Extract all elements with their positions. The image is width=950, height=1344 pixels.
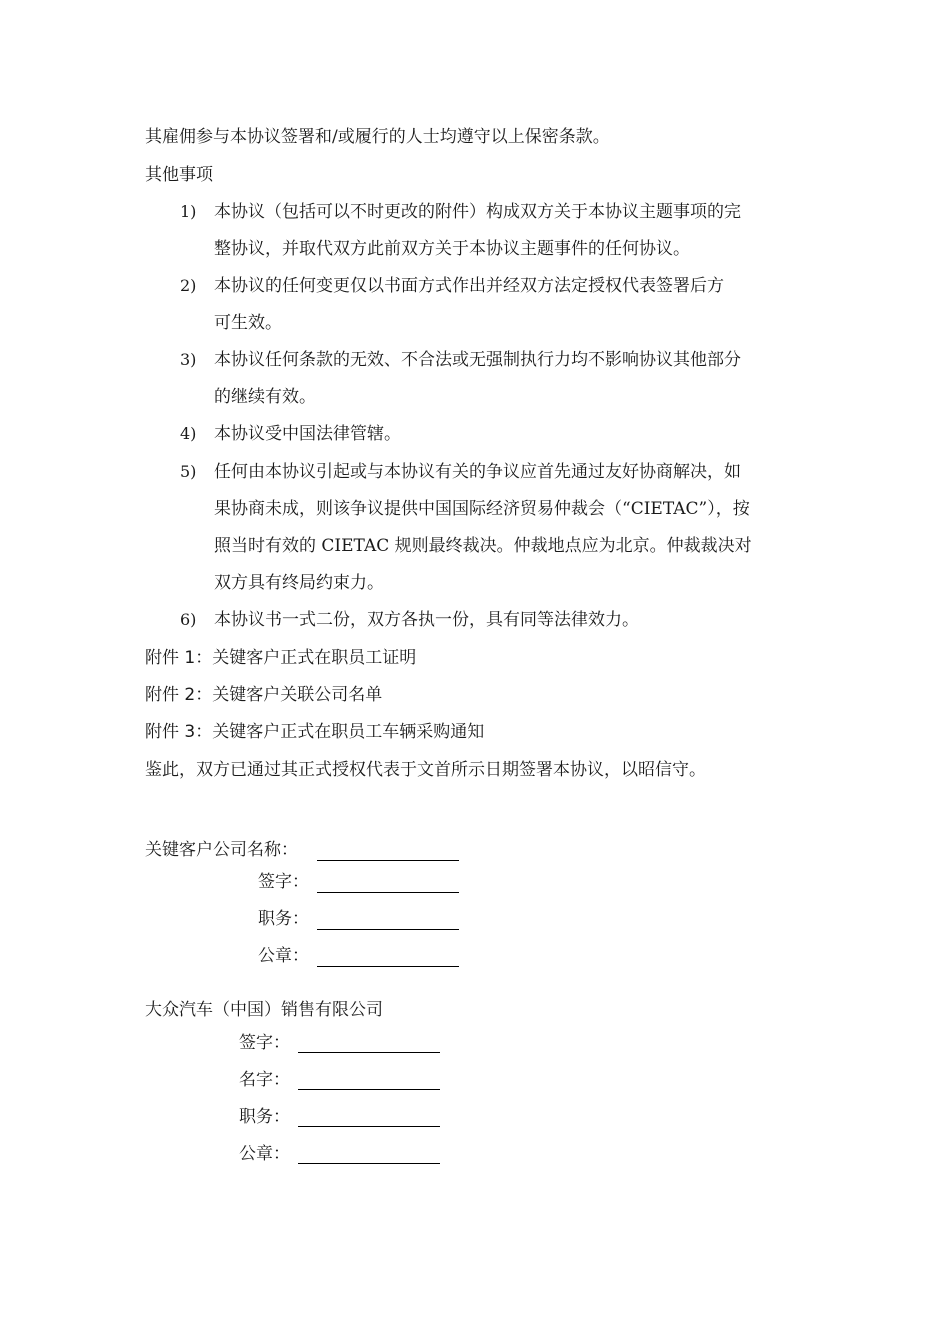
party1-company-line [317, 860, 459, 861]
party2-name-line [298, 1089, 440, 1090]
item-number: 2) [180, 276, 197, 295]
item-text-line: 任何由本协议引起或与本协议有关的争议应首先通过友好协商解决，如 [214, 462, 741, 482]
item-text-line: 照当时有效的 CIETAC 规则最终裁决。仲裁地点应为北京。仲裁裁决对 [214, 536, 752, 556]
party1-title-line [317, 929, 459, 930]
item-text-line: 本协议书一式二份，双方各执一份，具有同等法律效力。 [214, 610, 639, 630]
party1-title-label: 职务： [258, 909, 309, 929]
item-text-line: 本协议的任何变更仅以书面方式作出并经双方法定授权代表签署后方 [214, 276, 724, 296]
attachment-3: 附件 3：关键客户正式在职员工车辆采购通知 [145, 722, 485, 742]
party1-company-label: 关键客户公司名称： [145, 840, 298, 860]
party2-sign-line [298, 1052, 440, 1053]
party2-seal-line [298, 1163, 440, 1164]
closing-statement: 鉴此，双方已通过其正式授权代表于文首所示日期签署本协议，以昭信守。 [145, 760, 706, 780]
party1-sign-label: 签字： [258, 872, 309, 892]
party1-seal-label: 公章： [258, 946, 309, 966]
item-text-line: 整协议，并取代双方此前双方关于本协议主题事件的任何协议。 [214, 239, 690, 259]
party2-name-label: 名字： [239, 1070, 290, 1090]
party2-seal-label: 公章： [239, 1144, 290, 1164]
attachment-2: 附件 2：关键客户关联公司名单 [145, 685, 383, 705]
item-text-line: 的继续有效。 [214, 387, 316, 407]
party2-sign-label: 签字： [239, 1033, 290, 1053]
party1-sign-line [317, 892, 459, 893]
item-text-line: 本协议任何条款的无效、不合法或无强制执行力均不影响协议其他部分 [214, 350, 741, 370]
item-text-line: 可生效。 [214, 313, 282, 333]
item-number: 6) [180, 610, 197, 629]
item-number: 5) [180, 462, 197, 481]
party2-title-label: 职务： [239, 1107, 290, 1127]
item-text-line: 本协议受中国法律管辖。 [214, 424, 401, 444]
party2-title-line [298, 1126, 440, 1127]
section-title: 其他事项 [145, 165, 213, 185]
item-number: 4) [180, 424, 197, 443]
party1-seal-line [317, 966, 459, 967]
item-text-line: 双方具有终局约束力。 [214, 573, 384, 593]
party2-company-name: 大众汽车（中国）销售有限公司 [145, 1000, 383, 1020]
item-number: 1) [180, 202, 197, 221]
intro-line: 其雇佣参与本协议签署和/或履行的人士均遵守以上保密条款。 [145, 127, 610, 147]
item-text-line: 果协商未成，则该争议提供中国国际经济贸易仲裁会（“CIETAC”），按 [214, 499, 750, 519]
attachment-1: 附件 1：关键客户正式在职员工证明 [145, 648, 417, 668]
item-number: 3) [180, 350, 197, 369]
item-text-line: 本协议（包括可以不时更改的附件）构成双方关于本协议主题事项的完 [214, 202, 741, 222]
